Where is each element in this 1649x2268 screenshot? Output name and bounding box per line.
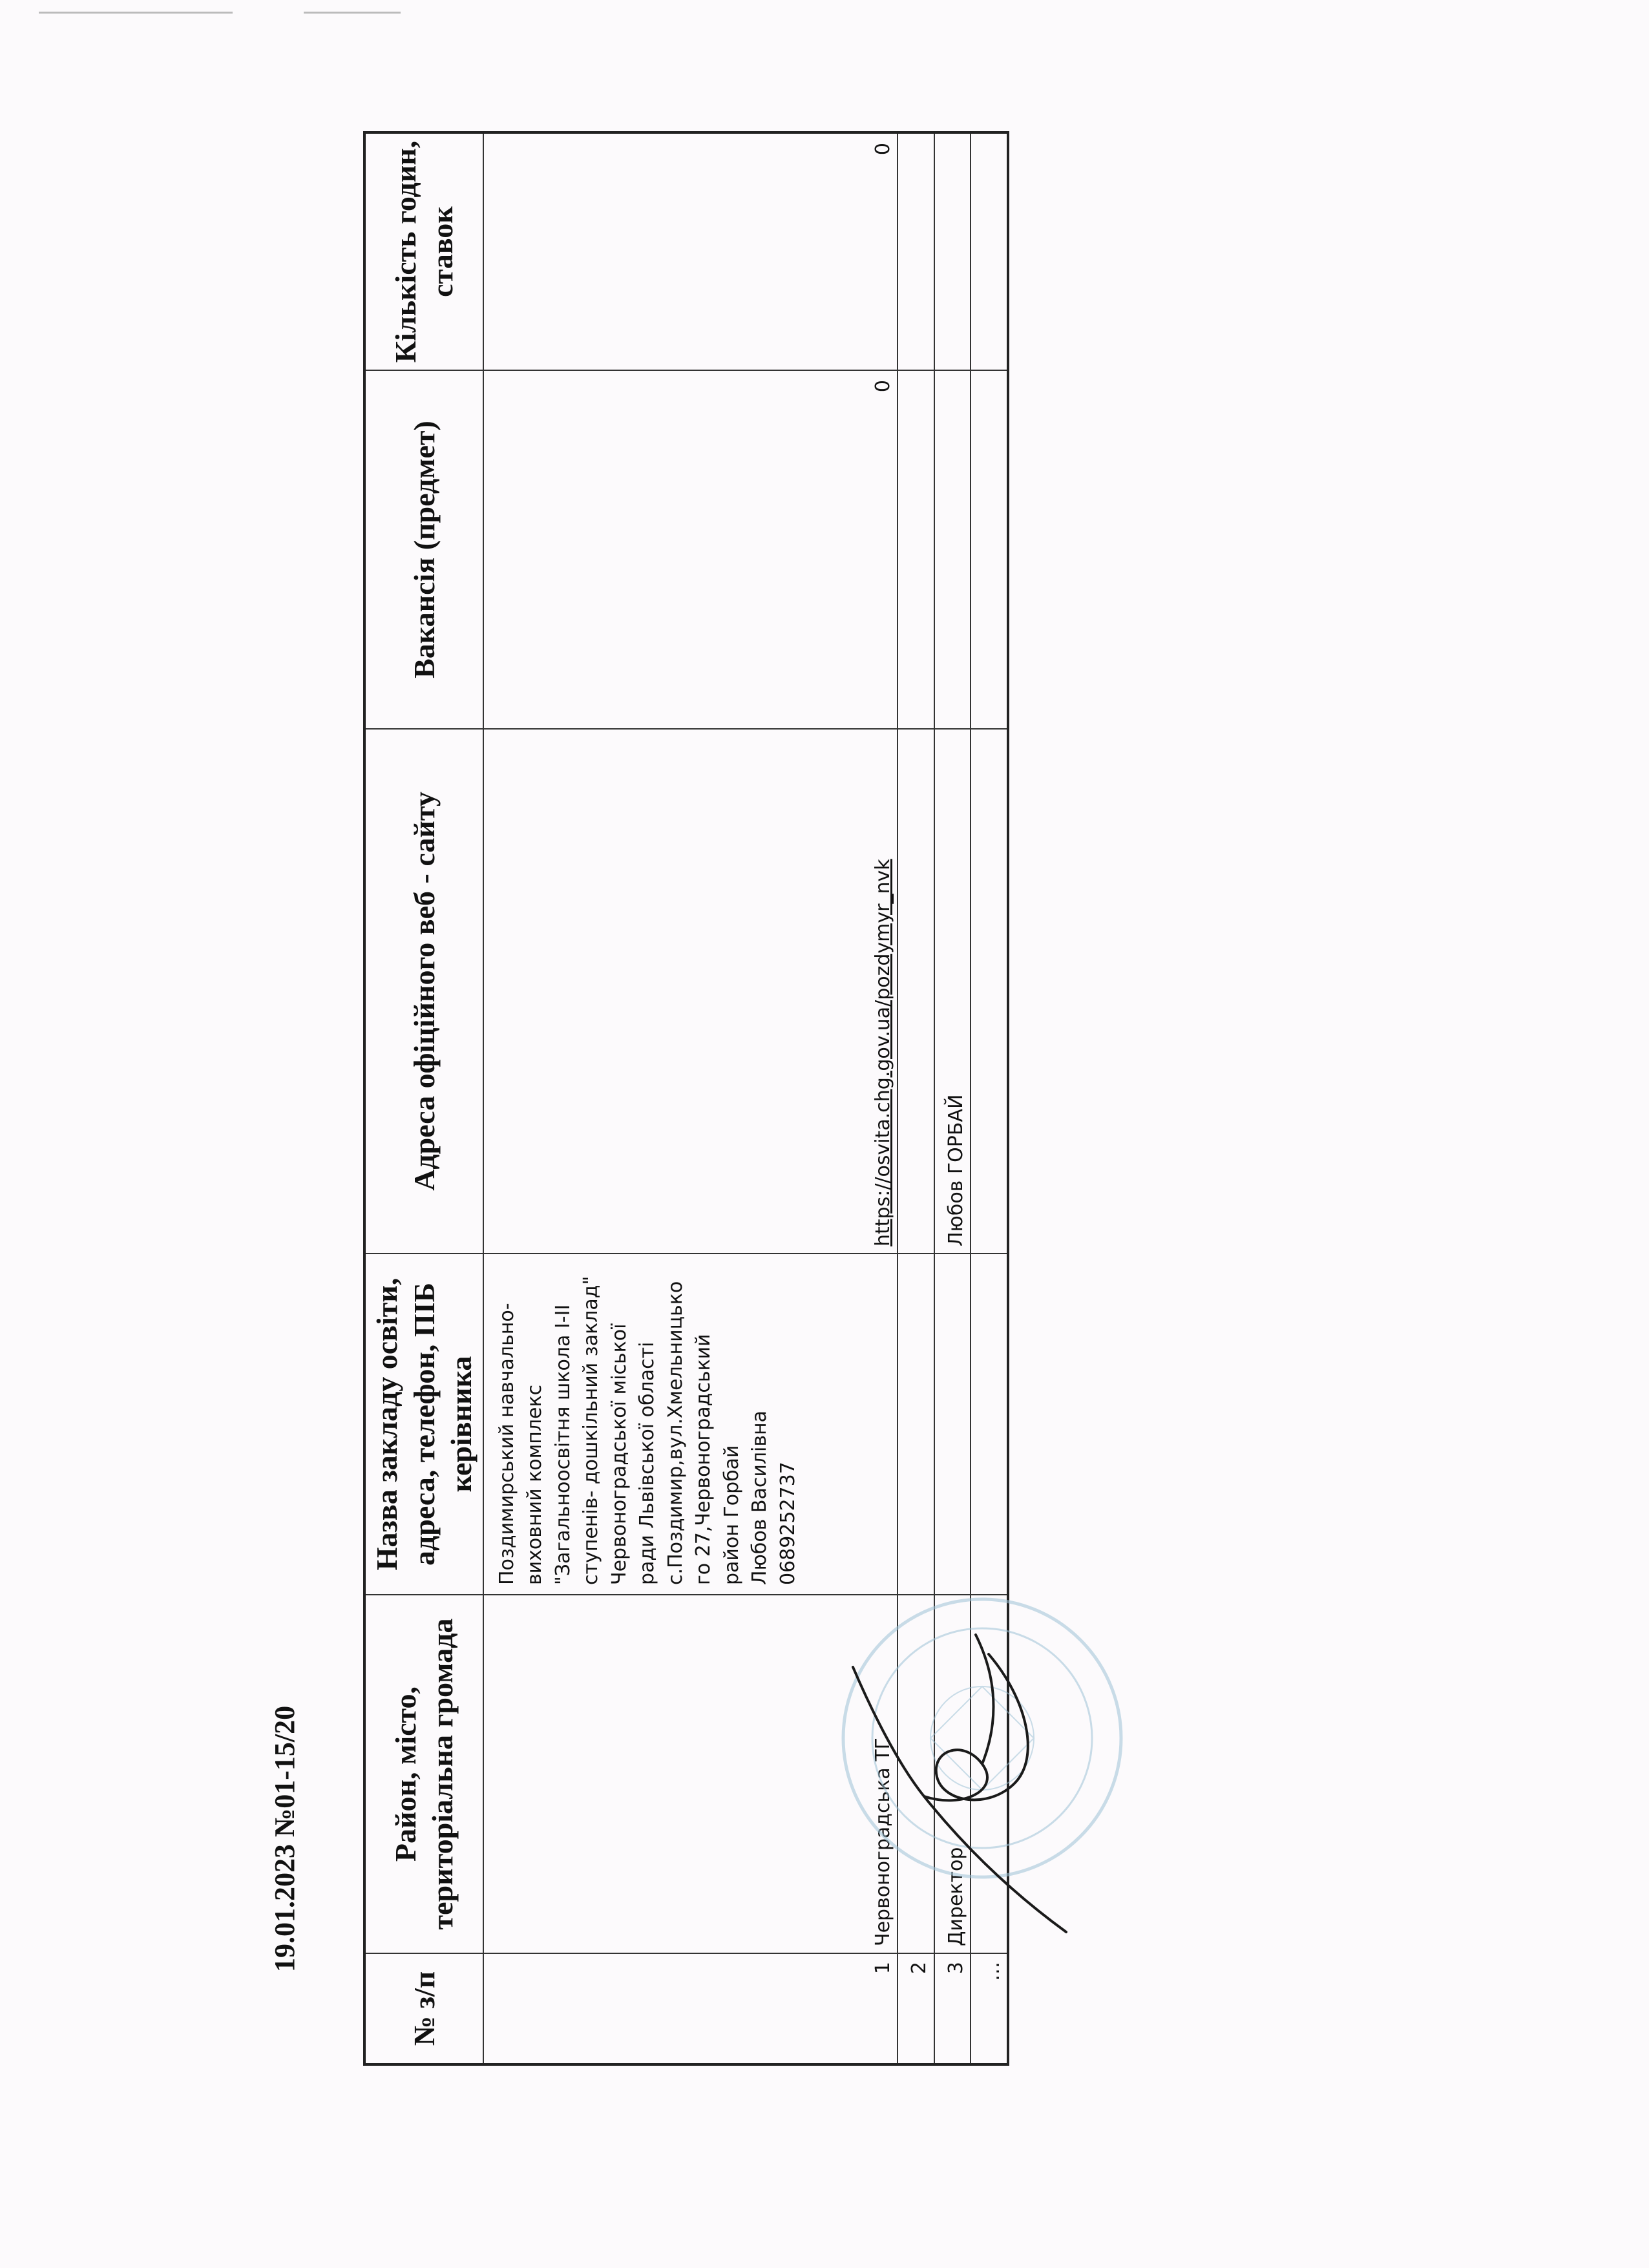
website-cell — [898, 729, 934, 1254]
institution-cell — [971, 1254, 1008, 1595]
vacancy-cell — [898, 370, 934, 729]
district-cell: Директор — [934, 1595, 971, 1953]
row-number: 2 — [898, 1953, 934, 2064]
handwritten-signature-icon — [834, 1622, 1105, 1958]
row-number: … — [971, 1953, 1008, 2064]
institution-cell — [898, 1254, 934, 1595]
header-institution: Назва закладу освіти, адреса, телефон, ПІБ керівника — [364, 1254, 483, 1595]
header-district: Район, місто, територіальна громада — [364, 1595, 483, 1953]
header-vacancy: Вакансія (предмет) — [364, 370, 483, 729]
table-header-row — [364, 132, 483, 2064]
institution-cell — [934, 1254, 971, 1595]
district-cell: Червоноградська ТГ — [483, 1595, 898, 1953]
website-cell — [483, 729, 898, 1254]
hours-cell — [934, 132, 971, 370]
document-number-date: 19.01.2023 №01-15/20 — [269, 1705, 300, 1972]
row-number: 1 — [483, 1953, 898, 2064]
row-number: 3 — [934, 1953, 971, 2064]
vacancy-cell: 0 — [483, 370, 898, 729]
vacancy-cell — [934, 370, 971, 729]
header-hours: Кількість годин, ставок — [364, 132, 483, 370]
website-cell — [971, 729, 1008, 1254]
header-num: № з/п — [364, 1953, 483, 2064]
website-link[interactable]: https://osvita.chg.gov.ua/pozdymyr_nvk — [871, 859, 894, 1246]
vacancy-cell — [971, 370, 1008, 729]
hours-cell — [898, 132, 934, 370]
website-cell: Любов ГОРБАЙ — [934, 729, 971, 1254]
hours-cell: 0 — [483, 132, 898, 370]
hours-cell — [971, 132, 1008, 370]
institution-cell: Поздимирський навчально- виховний комплекс "Загальноосвітня школа І-ІІ ступенів- дошкільний заклад" Червоноградської міської ради Львівської області с.Поздимир,вул.Хмельницько го 27,Червоноградський район Горбай Любов Василівна 0689252737 — [483, 1254, 898, 1595]
header-website: Адреса офіційного веб - сайту — [364, 729, 483, 1254]
